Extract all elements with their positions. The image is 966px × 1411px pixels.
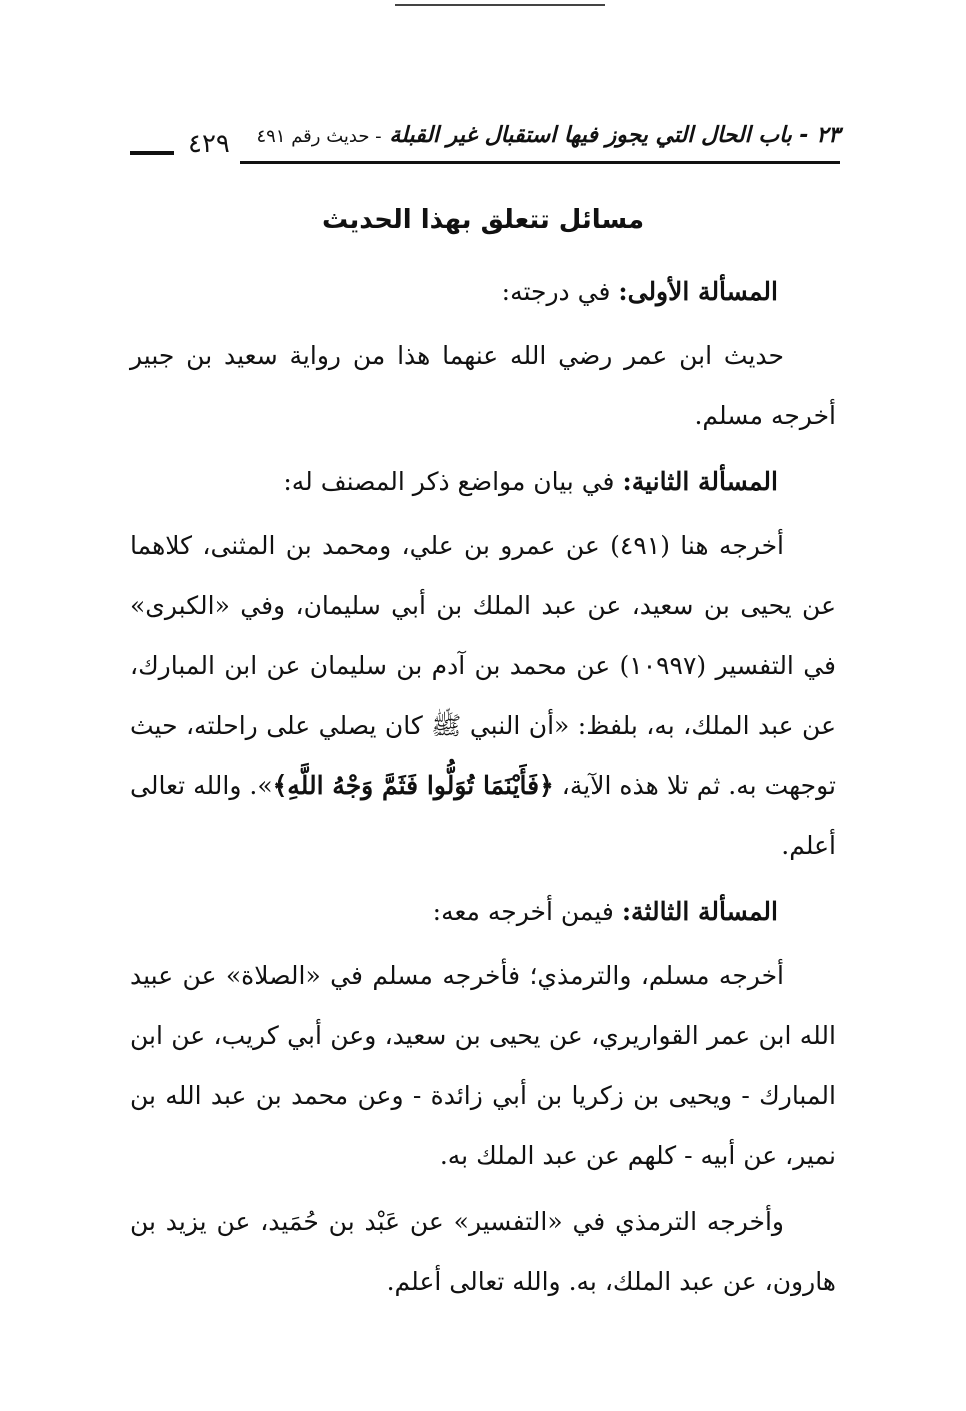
header-rule: [240, 161, 840, 164]
question-2-body: [130, 516, 836, 876]
chapter-title: ٢٣ - باب الحال التي يجوز فيها استقبال غير القبلة: [389, 123, 840, 148]
question-1-body: حديث ابن عمر رضي الله عنهما هذا من رواية سعيد بن جبير أخرجه مسلم.: [130, 341, 836, 430]
question-1-label: المسألة الأولى:: [618, 277, 778, 306]
page-number: ٤٢٩: [188, 129, 230, 159]
question-2-body-part1: أخرجه هنا (٤٩١) عن عمرو بن علي، ومحمد بن المثنى، كلاهما عن يحيى بن سعيد، عن عبد الملك بن أبي سليمان، وفي «الكبرى» في التفسير (١٠٩٩٧) عن محمد بن آدم بن سليمان عن ابن المبارك، عن عبد الملك، به، بلفظ: «أن النبي ﷺ كان يصلي على راحلته، حيث توجهت به. ثم تلا هذه الآية،: [130, 531, 836, 800]
question-3-body-2: وأخرجه الترمذي في «التفسير» عن عَبْد بن حُمَيد، عن يزيد بن هارون، عن عبد الملك، به. والله تعالى أعلم.: [130, 1207, 836, 1296]
top-edge-rule: [395, 4, 605, 6]
question-2-label: المسألة الثانية:: [622, 467, 778, 496]
question-1-text: في درجته:: [501, 277, 611, 306]
question-3-text: فيمن أخرجه معه:: [432, 897, 614, 926]
question-1: [130, 262, 836, 322]
page-number-dash: [130, 151, 174, 155]
question-2-text: في بيان مواضع ذكر المصنف له:: [283, 467, 615, 496]
question-3-body-1: أخرجه مسلم، والترمذي؛ فأخرجه مسلم في «الصلاة» عن عبيد الله ابن عمر القواريري، عن يحيى بن سعيد، وعن أبي كريب، عن ابن المبارك - ويحيى بن زكريا بن أبي زائدة - وعن محمد بن عبد الله بن نمير، عن أبيه - كلهم عن عبد الملك به.: [130, 961, 836, 1170]
section-heading: مسائل تتعلق بهذا الحديث: [321, 205, 645, 235]
question-3: [130, 882, 836, 942]
question-2: [130, 452, 836, 512]
body-text: [130, 262, 836, 1318]
question-3-label: المسألة الثالثة:: [621, 897, 778, 926]
header-title: [256, 123, 840, 148]
hadith-reference: - حديث رقم ٤٩١: [256, 126, 382, 147]
quran-verse: ﴿فَأَيْنَمَا تُوَلُّوا فَثَمَّ وَجْهُ اللَّهِ﴾: [272, 771, 554, 800]
question-2-body-part2: ». والله تعالى أعلم.: [130, 771, 836, 860]
running-header: [130, 115, 840, 161]
